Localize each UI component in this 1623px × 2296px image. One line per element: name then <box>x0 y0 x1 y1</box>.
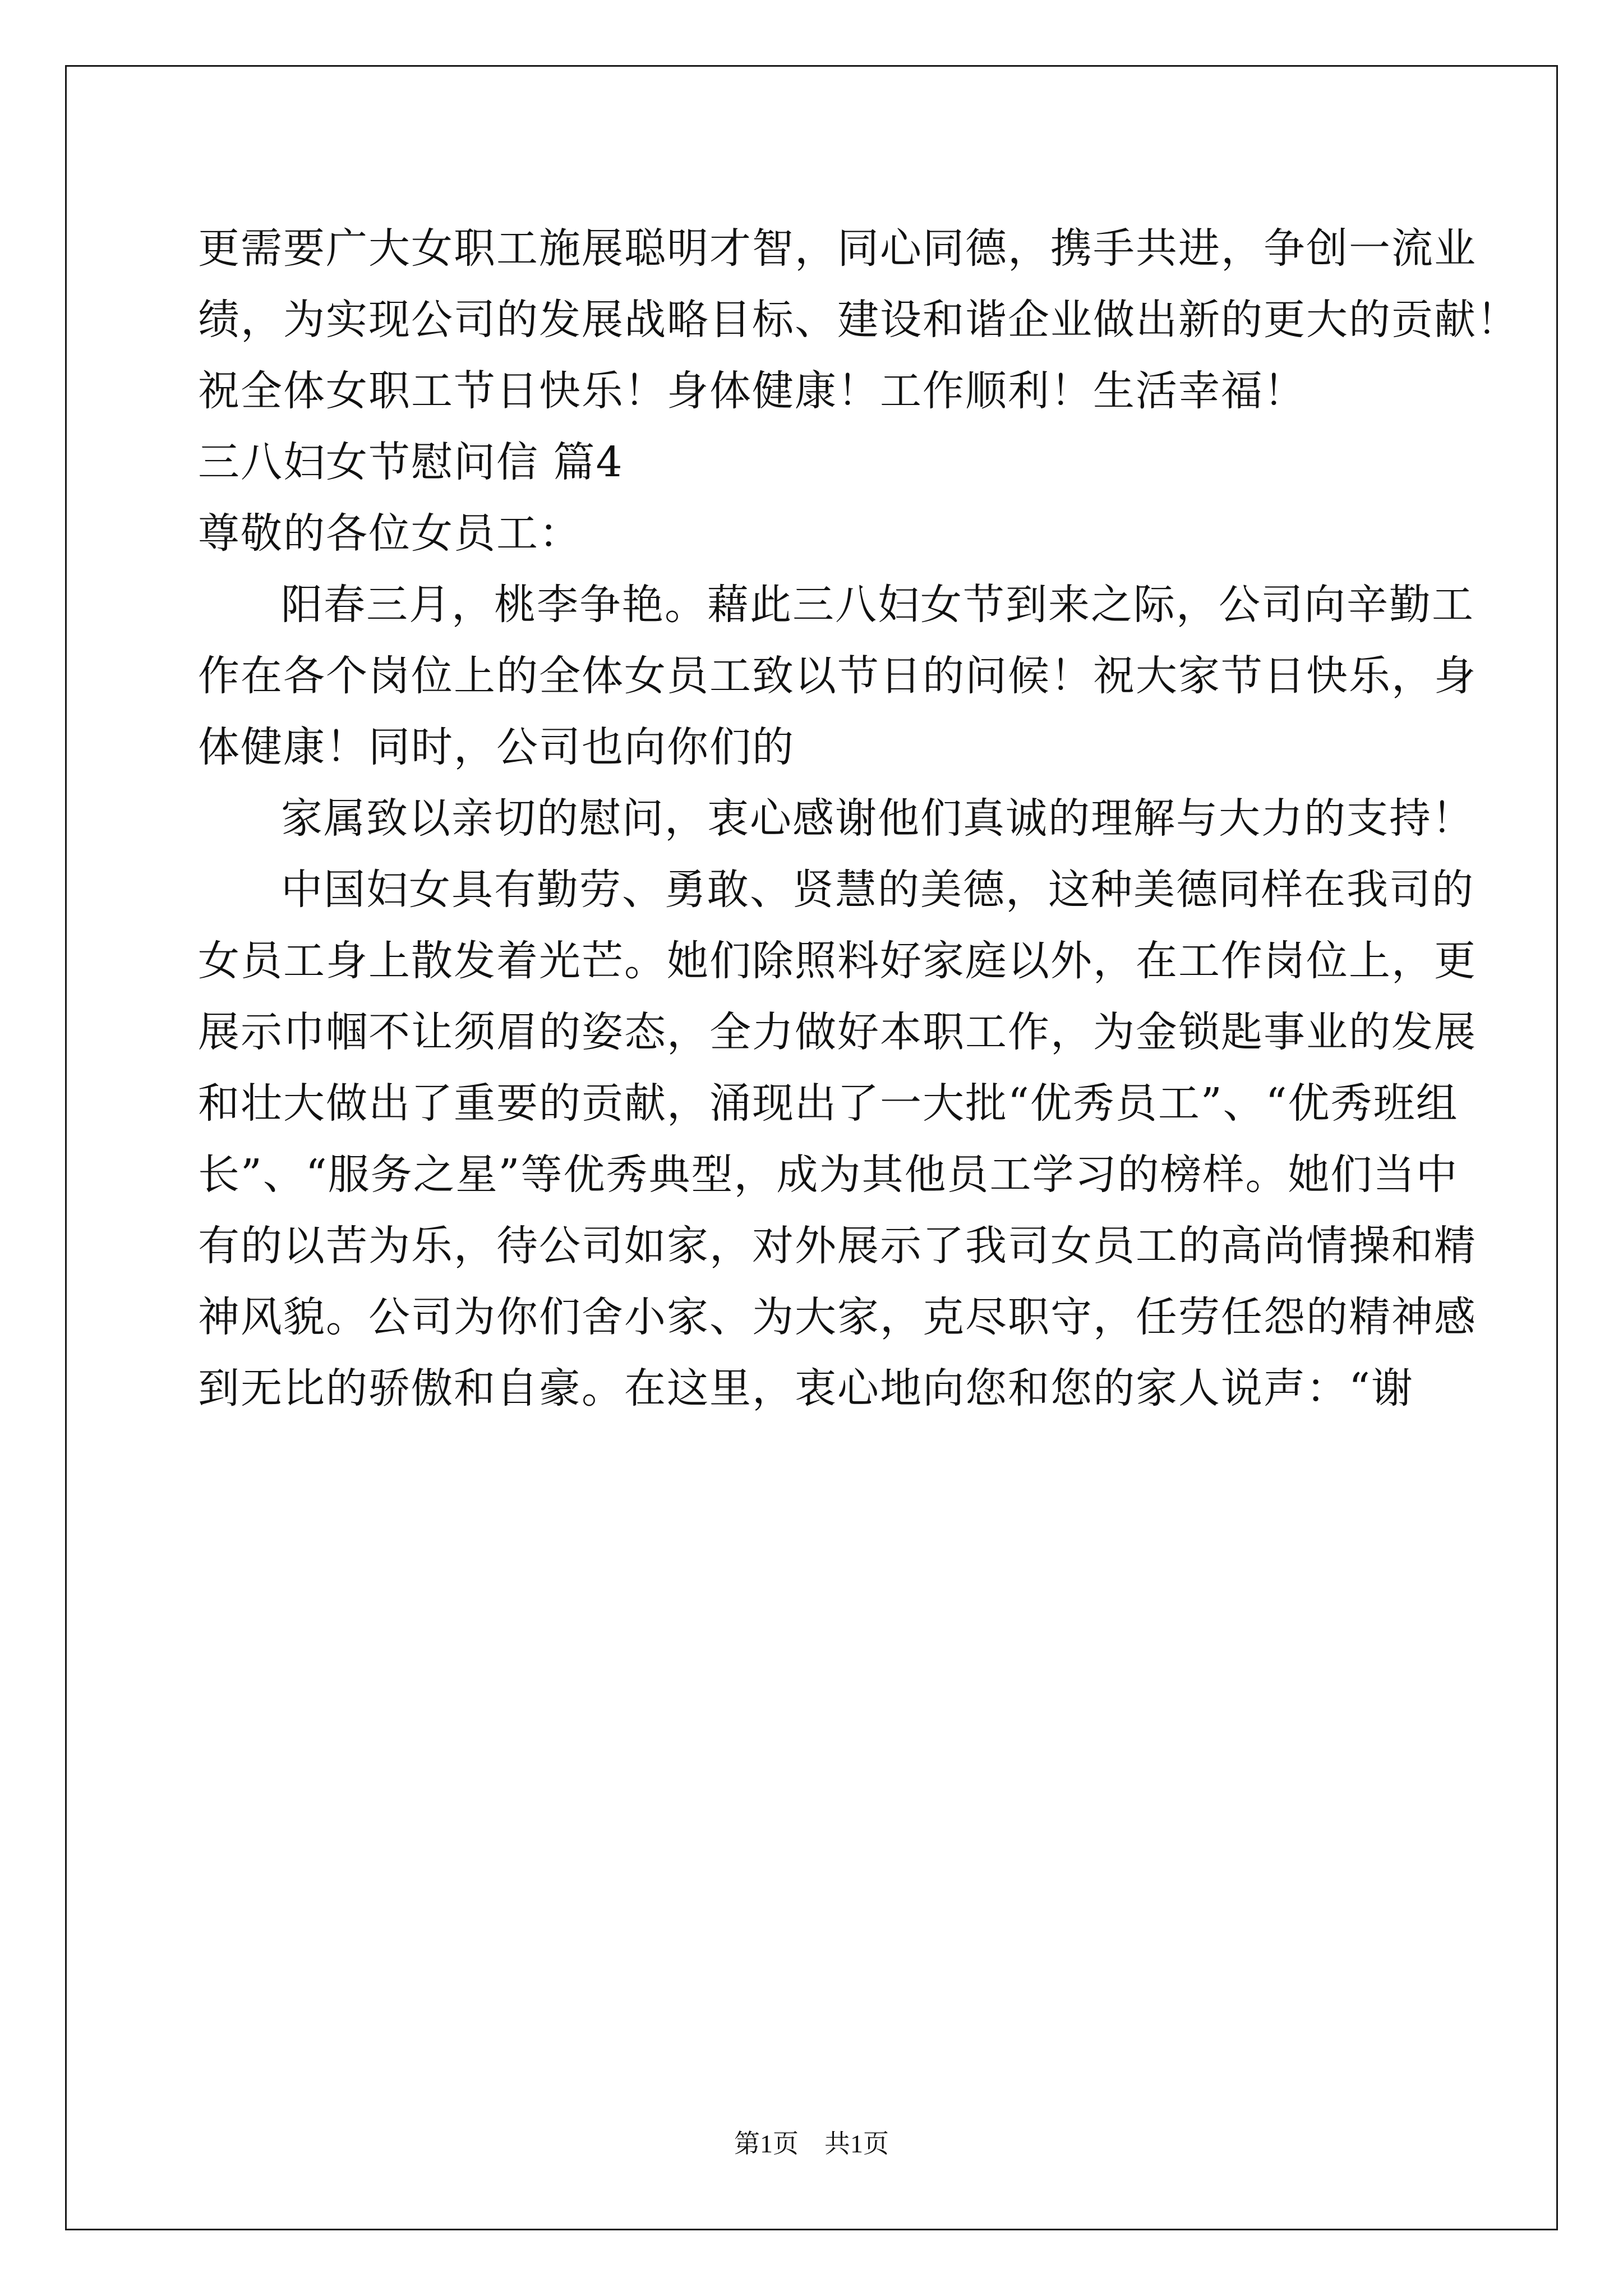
page-footer: 第1页 共1页 <box>734 2129 889 2158</box>
text-line: 祝全体女职工节日快乐！身体健康！工作顺利！生活幸福！ <box>198 367 1306 415</box>
text-line: 家属致以亲切的慰问，衷心感谢他们真诚的理解与大力的支持！ <box>281 794 1474 843</box>
text-line: 体健康！同时，公司也向你们的 <box>198 723 795 771</box>
text-line: 阳春三月，桃李争艳。藉此三八妇女节到来之际，公司向辛勤工 <box>281 581 1474 629</box>
text-line: 女员工身上散发着光芒。她们除照料好家庭以外，在工作岗位上，更 <box>198 937 1477 985</box>
section-heading: 三八妇女节慰问信 篇4 <box>198 438 624 486</box>
text-line: 更需要广大女职工施展聪明才智，同心同德，携手共进，争创一流业 <box>198 224 1477 273</box>
text-line: 有的以苦为乐，待公司如家，对外展示了我司女员工的高尚情操和精 <box>198 1222 1477 1270</box>
text-line: 作在各个岗位上的全体女员工致以节日的问候！祝大家节日快乐，身 <box>198 652 1477 700</box>
text-line: 长”、“服务之星”等优秀典型，成为其他员工学习的榜样。她们当中 <box>198 1151 1459 1199</box>
salutation: 尊敬的各位女员工： <box>198 509 582 558</box>
text-line: 中国妇女具有勤劳、勇敢、贤慧的美德，这种美德同样在我司的 <box>281 866 1474 914</box>
text-line: 神风貌。公司为你们舍小家、为大家，克尽职守，任劳任怨的精神感 <box>198 1293 1477 1341</box>
text-line: 和壮大做出了重要的贡献，涌现出了一大批“优秀员工”、“优秀班组 <box>198 1079 1459 1128</box>
text-line: 绩，为实现公司的发展战略目标、建设和谐企业做出新的更大的贡献！ <box>198 296 1519 344</box>
text-line: 到无比的骄傲和自豪。在这里，衷心地向您和您的家人说声：“谢 <box>198 1364 1414 1412</box>
text-line: 展示巾帼不让须眉的姿态，全力做好本职工作，为金锁匙事业的发展 <box>198 1008 1477 1056</box>
